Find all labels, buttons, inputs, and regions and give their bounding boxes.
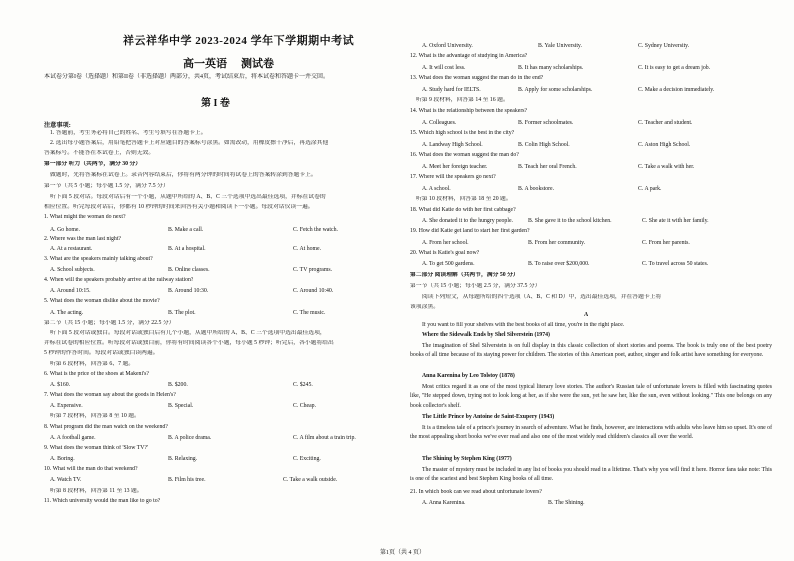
question-stem: 10. What will the man do that weekend? xyxy=(44,466,138,472)
option-b: B. Teach her oral French. xyxy=(518,164,577,170)
option-a: A. Watch TV. xyxy=(50,477,82,483)
option-c: C. Take a walk outside. xyxy=(283,477,338,483)
option-c: C. A park. xyxy=(638,186,662,192)
option-a: A. Study hard for IELTS. xyxy=(422,87,481,93)
volume-label: 第 I 卷 xyxy=(201,98,230,109)
book-description: The master of mystery must be included in any list of books you should read in a lifetime. That's why you will find it here. Horror fans take note: This is one of the scariest and best Stephen King books of all time. xyxy=(410,467,772,483)
question-stem: 3. What are the speakers mainly talking about? xyxy=(44,256,153,262)
question-stem: 2. Where was the man last night? xyxy=(44,236,122,242)
option-b: B. From her community. xyxy=(528,240,586,246)
book-description: It is a timeless tale of a prince's journey in search of adventure. What he finds, however, are interactions with adults who leave him so upset. It's one of the most appealing short books we've ever read and also one of the most widely read children's classics all over the world. xyxy=(410,425,772,441)
option-b: B. At a hospital. xyxy=(168,246,206,252)
question-stem: 8. What program did the man watch on the weekend? xyxy=(44,424,168,430)
question-stem: 19. How did Katie get land to start her first garden? xyxy=(410,228,530,234)
option-a: A. Expensive. xyxy=(50,403,83,409)
section2-desc: 听下面 5 段对话或独白。每段对话或独白后有几个小题，从题中所给的 A、B、C 三个选项中选出最佳选项， xyxy=(50,330,326,336)
option-b: B. To raise over $200,000. xyxy=(528,261,590,267)
option-c: C. $245. xyxy=(293,382,313,388)
option-b: B. Special. xyxy=(168,403,194,409)
section1-desc: 相应位置。听完每段对话后，你都有 10 秒钟的时间来回答有关小题和阅读下一小题。每段对话仅读一遍。 xyxy=(44,204,314,210)
option-c: C. Exciting. xyxy=(293,456,321,462)
option-b: B. Former schoolmates. xyxy=(518,120,574,126)
option-a: A. Go home. xyxy=(50,227,80,233)
part2-desc: 该项涂黑。 xyxy=(410,304,439,310)
question-stem: 11. Which university would the man like to go to? xyxy=(44,498,161,504)
question-stem: 13. What does the woman suggest the man do in the end? xyxy=(410,75,544,81)
note-item: 答案标号。不能答在本试卷上，否则无效。 xyxy=(44,150,155,156)
option-a: A. $160. xyxy=(50,382,71,388)
option-c: C. It is easy to get a dream job. xyxy=(638,65,711,71)
question-stem: 6. What is the price of the shoes at Makeni's? xyxy=(44,371,149,377)
question-stem: 9. What does the woman think of 'Slow TV?' xyxy=(44,445,149,451)
option-c: C. Around 10:40. xyxy=(293,288,334,294)
option-c: C. At home. xyxy=(293,246,322,252)
option-b: B. The Shining. xyxy=(548,500,585,506)
option-c: C. Cheap. xyxy=(293,403,317,409)
option-a: A. Meet her foreign teacher. xyxy=(422,164,488,170)
book-description: Most critics regard it as one of the most typical literary love stories. The author's Russian tale of unfortunate lovers is filled with fascinating quotes like, "He stepped down, trying not to look long at her, as if she were the sun, yet he saw her, like the sun, even without looking." This one belongs on any book collector's shelf. xyxy=(410,384,772,409)
book-title: Anna Karenina by Leo Tolstoy (1878) xyxy=(422,373,515,379)
option-b: B. Relaxing. xyxy=(168,456,198,462)
listening-material-note: 听第 9 段材料，回答第 14 至 16 题。 xyxy=(416,97,509,103)
option-b: B. Film his tree. xyxy=(168,477,206,483)
option-c: C. TV programs. xyxy=(293,267,333,273)
option-b: B. The plot. xyxy=(168,310,196,316)
option-a: A. Landway High School. xyxy=(422,142,483,148)
part1-heading: 第一部分 听力（共两节，满分 30 分） xyxy=(44,161,142,167)
book-title: The Shining by Stephen King (1977) xyxy=(422,456,512,462)
option-b: B. Around 10:30. xyxy=(168,288,209,294)
part2-section1: 第一节（共 15 小题；每小题 2.5 分，满分 37.5 分） xyxy=(410,283,541,289)
page-footer: 第1页（共 4 页） xyxy=(380,550,426,556)
option-b: B. Colin High School. xyxy=(518,142,570,148)
option-b: B. A police drama. xyxy=(168,435,212,441)
option-c: C. The music. xyxy=(293,310,326,316)
exam-subtitle xyxy=(183,55,274,71)
option-a: A. A school. xyxy=(422,186,451,192)
question-stem: 4. When will the speakers probably arrive at the railway station? xyxy=(44,277,194,283)
option-a: A. At a restaurant. xyxy=(50,246,93,252)
section2-heading: 第二节（共 15 小题；每小题 1.5 分，满分 22.5 分） xyxy=(44,320,175,326)
subtitle-kind: 测试卷 xyxy=(241,58,274,70)
part2-desc: 阅读下列短文，从每题所给的四个选项（A、B、C 和 D）中，选出最佳选项，并在答题卡上将 xyxy=(422,294,662,300)
question-stem: 16. What does the woman suggest the man do? xyxy=(410,152,519,158)
part1-intro: 做题时，先将答案标在试卷上。录音内容结束后，你将有两分钟的时间将试卷上的答案转涂到答题卡上。 xyxy=(50,172,317,178)
option-a: A. It will cost less. xyxy=(422,65,466,71)
book-title: Where the Sidewalk Ends by Shel Silverstein (1974) xyxy=(422,332,550,338)
option-c: C. Fetch the watch. xyxy=(293,227,338,233)
question-stem: 17. Where will the speakers go next? xyxy=(410,174,496,180)
option-c: C. Take a walk with her. xyxy=(638,164,695,170)
option-a: A. From her school. xyxy=(422,240,469,246)
exam-title: 祥云祥华中学 2023-2024 学年下学期期中考试 xyxy=(123,35,355,47)
option-c: C. She ate it with her family. xyxy=(642,218,709,224)
passage-intro: If you want to fill your shelves with the best books of all time, you're in the right place. xyxy=(422,322,625,328)
book-title: The Little Prince by Antoine de Saint-Exupery (1943) xyxy=(422,414,555,420)
notes-heading: 注意事项: xyxy=(44,122,71,129)
question-stem: 5. What does the woman dislike about the movie? xyxy=(44,298,160,304)
listening-material-note: 听第 8 段材料，回答第 11 至 13 题。 xyxy=(50,488,143,494)
option-a: A. To get 500 gardens. xyxy=(422,261,475,267)
subtitle-course: 高一英语 xyxy=(183,58,227,70)
question-stem: 7. What does the woman say about the goods in Helen's? xyxy=(44,392,176,398)
listening-material-note: 听第 7 段材料，回答第 8 至 10 题。 xyxy=(50,413,140,419)
section1-heading: 第一节（共 5 小题；每小题 1.5 分，满分 7.5 分） xyxy=(44,183,169,189)
option-b: B. Apply for some scholarships. xyxy=(518,87,593,93)
option-c: C. From her parents. xyxy=(642,240,690,246)
option-c: C. Aston High School. xyxy=(638,142,691,148)
option-a: A. The acting. xyxy=(50,310,84,316)
passage-label: A xyxy=(584,312,589,318)
option-a: A. School subjects. xyxy=(50,267,95,273)
note-item: 1. 答题前，考生务必将自己的姓名、考生号填写在答题卡上。 xyxy=(50,130,207,136)
option-b: B. $200. xyxy=(168,382,188,388)
question-stem: 12. What is the advantage of studying in America? xyxy=(410,53,528,59)
exam-instructions: 本试卷分第I卷（选择题）和第II卷（非选择题）两部分，共4页，考试结束后，将本试卷和答题卡一并交回。 xyxy=(44,74,329,80)
option-a: A. A football game. xyxy=(50,435,96,441)
listening-material-note: 听第 6 段材料，回答第 6、7 题。 xyxy=(50,361,135,367)
option-b: B. She gave it to the school kitchen. xyxy=(528,218,612,224)
listening-material-note: 听第 10 段材料，回答第 18 至 20 题。 xyxy=(416,196,512,202)
note-item: 2. 选出每小题答案后，用铅笔把答题卡上对应题目的答案标号涂黑。如需改动，用橡皮擦干净后，再选涂其他 xyxy=(50,140,329,146)
option-a: A. Colleagues. xyxy=(422,120,457,126)
option-c: C. Sydney University. xyxy=(638,43,690,49)
question-stem: 21. In which book can we read about unfortunate lovers? xyxy=(410,489,542,495)
book-description: The imagination of Shel Silverstein is on full display in this classic collection of short stories and poems. The book is truly one of the best poetry books of all time because of its staying power for children. The stories of this American poet, author, singer and folk artist have something for everyone. xyxy=(410,343,772,359)
option-c: C. To travel across 50 states. xyxy=(642,261,709,267)
option-b: B. Yale University. xyxy=(538,43,582,49)
option-c: C. Make a decision immediately. xyxy=(638,87,715,93)
section1-desc: 听下面 5 段对话。每段对话后有一个小题，从题中所给的 A、B、C 三个选项中选出最佳选项，并标在试卷的 xyxy=(50,194,326,200)
option-b: B. A bookstore. xyxy=(518,186,555,192)
question-stem: 18. What did Katie do with her first cabbage? xyxy=(410,207,516,213)
question-stem: 15. Which high school is the best in the city? xyxy=(410,130,515,136)
option-a: A. Anna Karenina. xyxy=(422,500,466,506)
option-a: A. Boring. xyxy=(50,456,75,462)
option-c: C. A film about a train trip. xyxy=(293,435,356,441)
option-a: A. Oxford University. xyxy=(422,43,473,49)
option-b: B. Make a call. xyxy=(168,227,204,233)
option-a: A. Around 10:15. xyxy=(50,288,91,294)
section2-desc: 并标在试卷的相应位置。听每段对话或独白前，你将有时间阅读各个小题，每小题 5 秒钟；听完后，各小题将给出 xyxy=(44,340,334,346)
question-stem: 20. What is Katie's goal now? xyxy=(410,250,480,256)
question-stem: 14. What is the relationship between the speakers? xyxy=(410,108,528,114)
option-a: A. She donated it to the hungry people. xyxy=(422,218,513,224)
section2-desc: 5 秒钟的作答时间。每段对话或独白读两遍。 xyxy=(44,350,159,356)
option-c: C. Teacher and student. xyxy=(638,120,693,126)
part2-heading: 第二部分 阅读理解（共两节，满分 50 分） xyxy=(410,272,519,278)
option-b: B. It has many scholarships. xyxy=(518,65,584,71)
question-stem: 1. What might the woman do next? xyxy=(44,214,126,220)
option-b: B. Online classes. xyxy=(168,267,210,273)
